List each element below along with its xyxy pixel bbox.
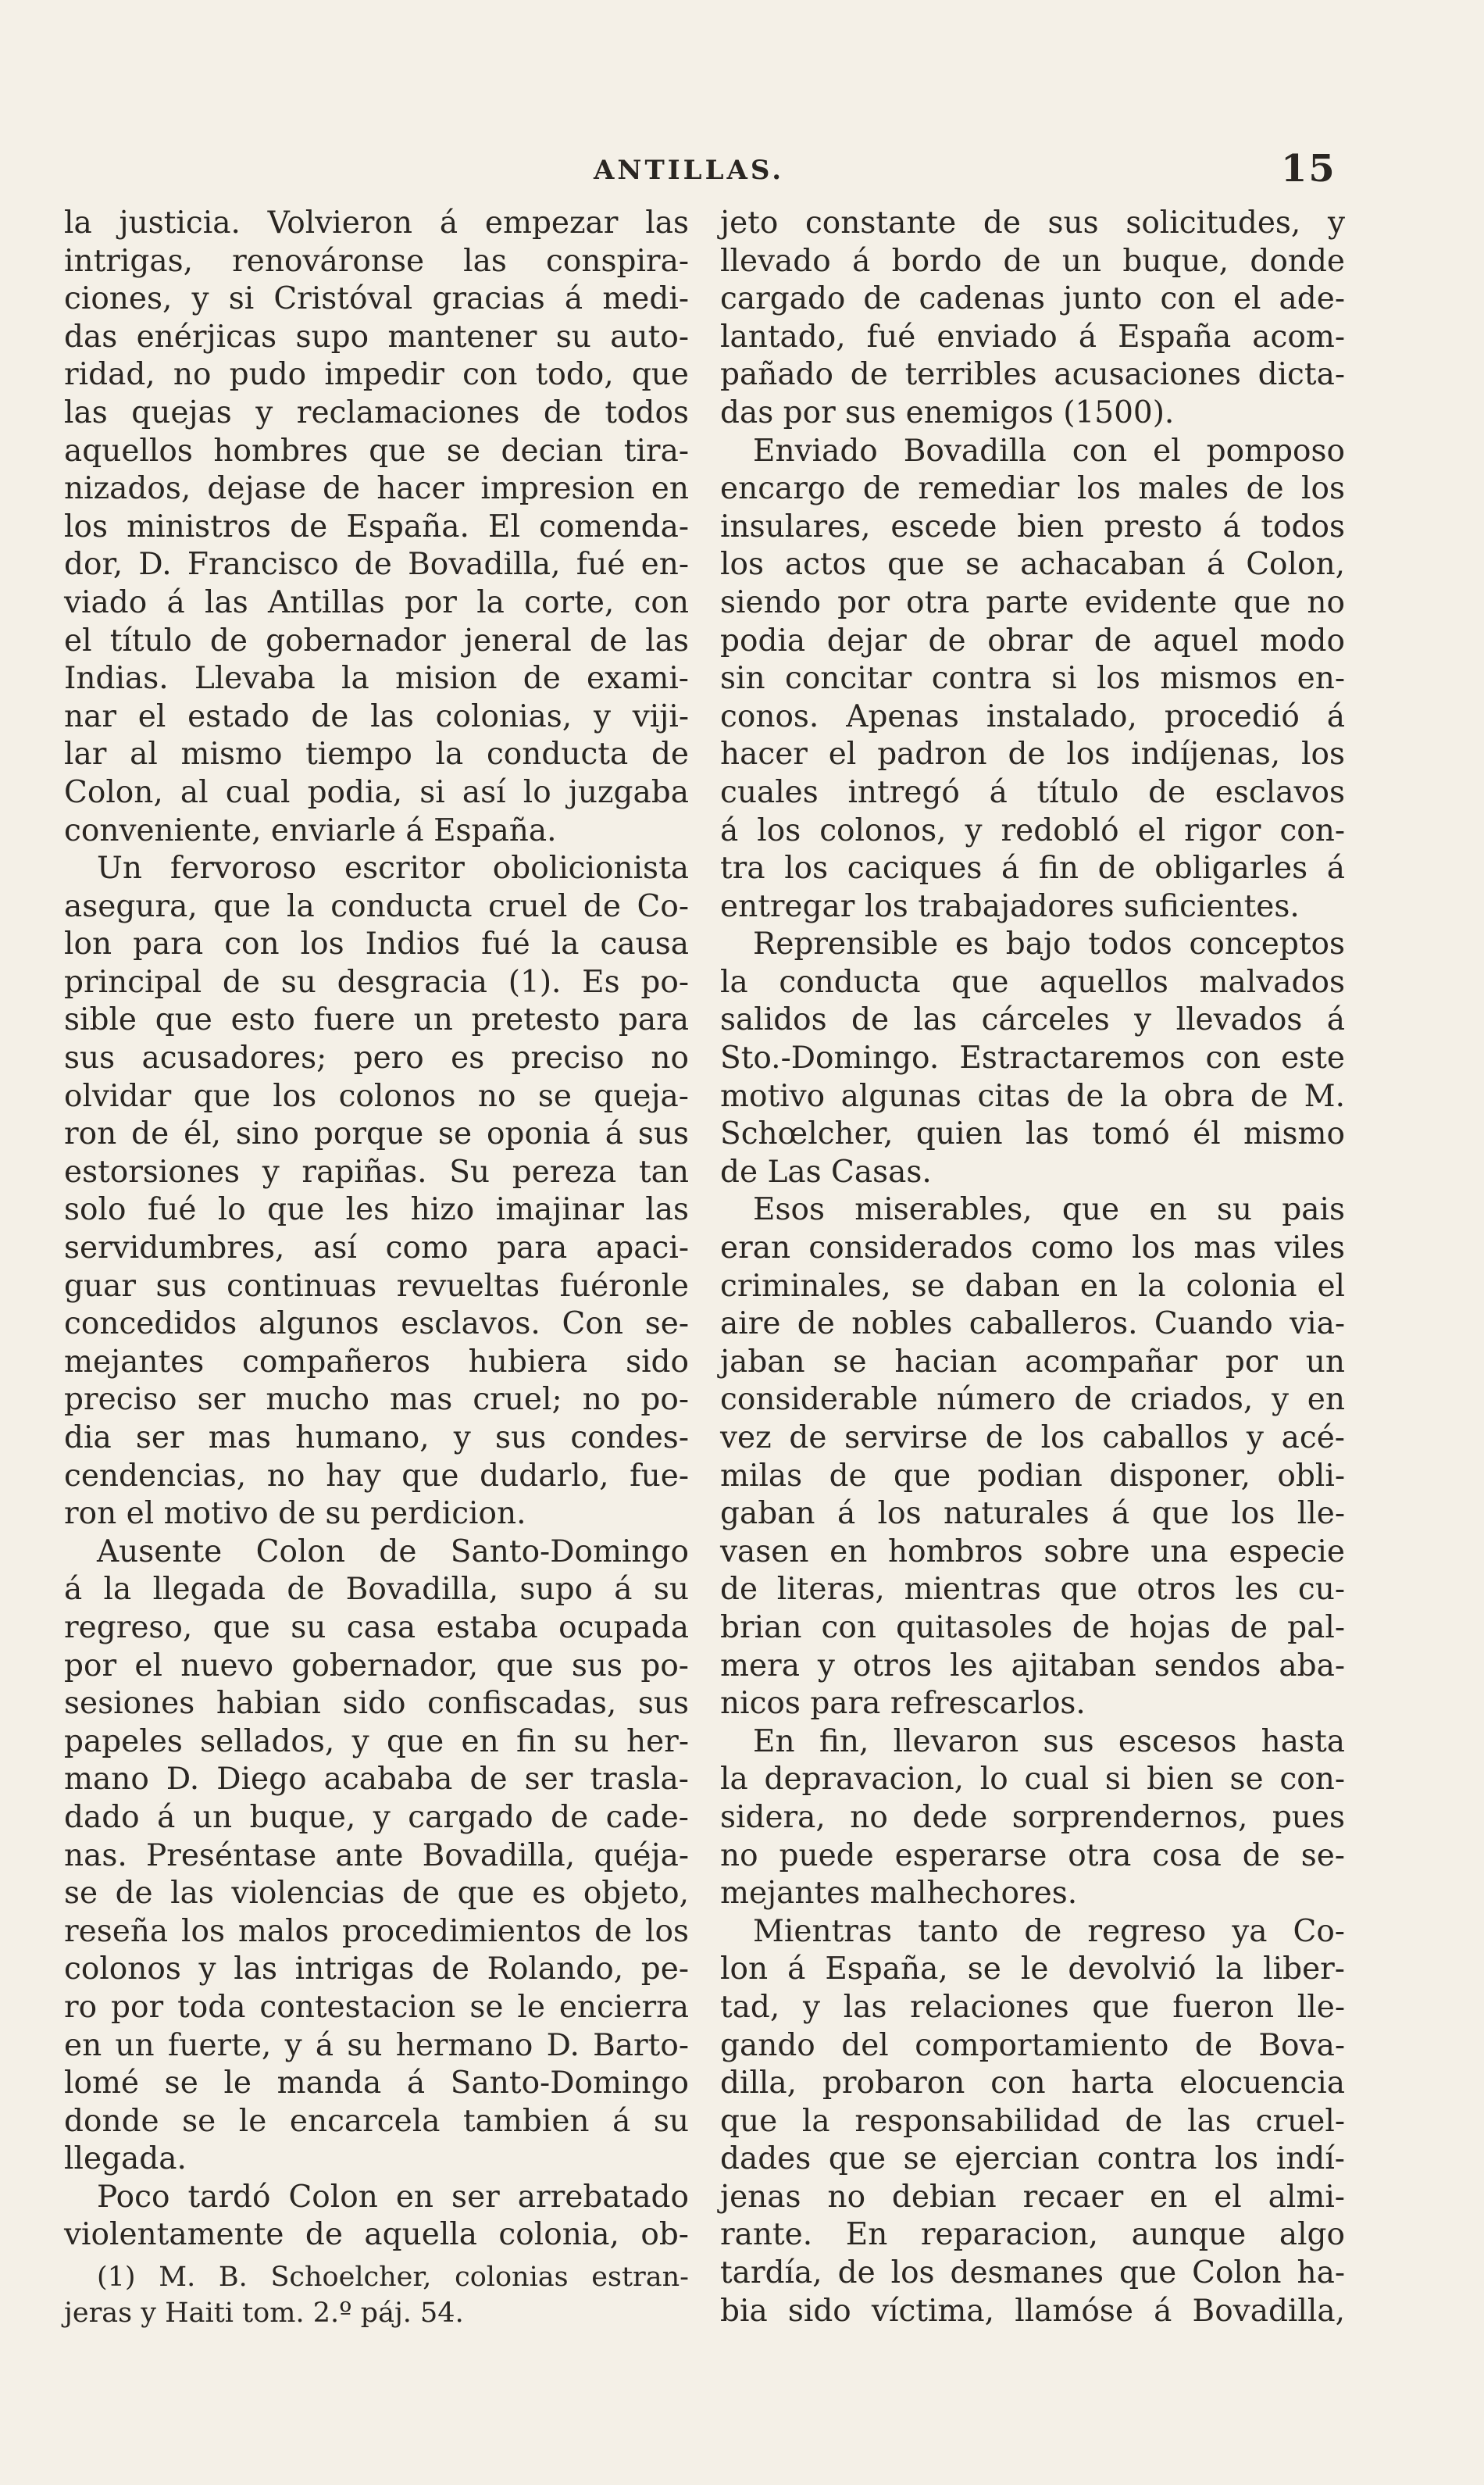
text-line: no puede esperarse otra cosa de se-: [720, 1837, 1345, 1873]
text-line: lantado, fué enviado á España acom-: [720, 319, 1345, 355]
text-line: Poco tardó Colon en ser arrebatado: [97, 2179, 689, 2215]
text-line: lar al mismo tiempo la conducta de: [64, 737, 689, 773]
text-line: brian con quitasoles de hojas de pal-: [720, 1609, 1345, 1645]
text-line: violentamente de aquella colonia, ob-: [64, 2217, 689, 2253]
text-line: llevado á bordo de un buque, donde: [720, 243, 1345, 279]
text-line: sible que esto fuere un pretesto para: [64, 1002, 689, 1038]
text-line: nas. Preséntase ante Bovadilla, quéja-: [64, 1837, 689, 1873]
text-line: solo fué lo que les hizo imajinar las: [64, 1192, 689, 1228]
text-line: mejantes malhechores.: [720, 1876, 1078, 1912]
text-line: las quejas y reclamaciones de todos: [64, 395, 689, 430]
left-column-text: [64, 205, 689, 2255]
text-line: tra los caciques á fin de obligarles á: [720, 851, 1345, 887]
text-line: nizados, dejase de hacer impresion en: [64, 471, 689, 507]
text-line: Sto.-Domingo. Estractaremos con este: [720, 1041, 1345, 1076]
page-number: 15: [1281, 147, 1336, 191]
text-line: das enérjicas supo mantener su auto-: [64, 319, 689, 355]
text-line: reseña los malos procedimientos de los: [64, 1913, 689, 1949]
text-line: jaban se hacian acompañar por un: [720, 1344, 1345, 1380]
text-line: dado á un buque, y cargado de cade-: [64, 1799, 689, 1835]
text-line: estorsiones y rapiñas. Su pereza tan: [64, 1154, 689, 1190]
text-line: salidos de las cárceles y llevados á: [720, 1002, 1345, 1038]
text-line: concedidos algunos esclavos. Con se-: [64, 1306, 689, 1342]
right-column-text: [720, 205, 1345, 2330]
text-line: Indias. Llevaba la mision de exami-: [64, 661, 689, 697]
text-line: guar sus continuas revueltas fuéronle: [64, 1268, 689, 1304]
text-line: la justicia. Volvieron á empezar las: [64, 205, 689, 241]
text-line: mano D. Diego acababa de ser trasla-: [64, 1762, 689, 1798]
text-line: pañado de terribles acusaciones dicta-: [720, 357, 1345, 393]
text-line: cuales intregó á título de esclavos: [720, 774, 1345, 810]
text-line: dor, D. Francisco de Bovadilla, fué en-: [64, 547, 689, 583]
text-line: que la responsabilidad de las cruel-: [720, 2103, 1345, 2139]
text-line: asegura, que la conducta cruel de Co-: [64, 888, 689, 924]
text-line: intrigas, renováronse las conspira-: [64, 243, 689, 279]
text-line: criminales, se daban en la colonia el: [720, 1268, 1345, 1304]
text-line: sin concitar contra si los mismos en-: [720, 661, 1345, 697]
text-line: de literas, mientras que otros les cu-: [720, 1572, 1345, 1608]
text-line: nar el estado de las colonias, y viji-: [64, 698, 689, 734]
text-line: ridad, no pudo impedir con todo, que: [64, 357, 689, 393]
text-line: siendo por otra parte evidente que no: [720, 584, 1345, 620]
text-line: preciso ser mucho mas cruel; no po-: [64, 1382, 689, 1418]
text-line: sidera, no dede sorprendernos, pues: [720, 1799, 1345, 1835]
text-line: á los colonos, y redobló el rigor con-: [720, 812, 1345, 848]
running-head: [0, 147, 1484, 197]
text-line: entregar los trabajadores suficientes.: [720, 888, 1300, 924]
text-line: regreso, que su casa estaba ocupada: [64, 1609, 689, 1645]
footnote-line: jeras y Haiti tom. 2.º páj. 54.: [64, 2298, 464, 2330]
text-line: ron de él, sino porque se oponia á sus: [64, 1116, 689, 1152]
text-line: lon para con los Indios fué la causa: [64, 927, 689, 962]
text-line: rante. En reparacion, aunque algo: [720, 2217, 1345, 2253]
text-line: donde se le encarcela tambien á su: [64, 2103, 689, 2139]
text-line: vez de servirse de los caballos y acé-: [720, 1420, 1345, 1455]
text-line: los actos que se achacaban á Colon,: [720, 547, 1345, 583]
text-line: tardía, de los desmanes que Colon ha-: [720, 2255, 1345, 2291]
text-line: insulares, escede bien presto á todos: [720, 509, 1345, 544]
text-line: podia dejar de obrar de aquel modo: [720, 623, 1345, 659]
text-line: lomé se le manda á Santo-Domingo: [64, 2065, 689, 2101]
text-line: olvidar que los colonos no se queja-: [64, 1078, 689, 1114]
right-column: [720, 205, 1345, 2330]
text-line: ro por toda contestacion se le encierra: [64, 1989, 689, 2025]
text-line: dia ser mas humano, y sus condes-: [64, 1420, 689, 1455]
text-line: dilla, probaron con harta elocuencia: [720, 2065, 1345, 2101]
text-line: sesiones habian sido confiscadas, sus: [64, 1686, 689, 1722]
text-line: Mientras tanto de regreso ya Co-: [753, 1913, 1345, 1949]
text-line: aire de nobles caballeros. Cuando via-: [720, 1306, 1345, 1342]
text-line: conos. Apenas instalado, procedió á: [720, 698, 1345, 734]
text-line: mera y otros les ajitaban sendos aba-: [720, 1648, 1345, 1683]
text-line: principal de su desgracia (1). Es po-: [64, 964, 689, 1000]
text-line: la conducta que aquellos malvados: [720, 964, 1345, 1000]
text-line: sus acusadores; pero es preciso no: [64, 1041, 689, 1076]
text-line: lon á España, se le devolvió la liber-: [720, 1951, 1345, 1987]
text-line: ciones, y si Cristóval gracias á medi-: [64, 281, 689, 317]
text-line: á la llegada de Bovadilla, supo á su: [64, 1572, 689, 1608]
text-line: nicos para refrescarlos.: [720, 1686, 1086, 1722]
text-line: motivo algunas citas de la obra de M.: [720, 1078, 1345, 1114]
text-line: milas de que podian disponer, obli-: [720, 1458, 1345, 1494]
text-line: los ministros de España. El comenda-: [64, 509, 689, 544]
text-line: por el nuevo gobernador, que sus po-: [64, 1648, 689, 1683]
text-line: Esos miserables, que en su pais: [753, 1192, 1345, 1228]
text-line: en un fuerte, y á su hermano D. Barto-: [64, 2027, 689, 2063]
text-line: viado á las Antillas por la corte, con: [64, 584, 689, 620]
text-line: servidumbres, así como para apaci-: [64, 1230, 689, 1266]
text-line: Ausente Colon de Santo-Domingo: [97, 1533, 689, 1569]
text-line: cargado de cadenas junto con el ade-: [720, 281, 1345, 317]
text-line: cendencias, no hay que dudarlo, fue-: [64, 1458, 689, 1494]
text-line: ron el motivo de su perdicion.: [64, 1496, 526, 1532]
text-line: Enviado Bovadilla con el pomposo: [753, 433, 1345, 469]
text-line: colonos y las intrigas de Rolando, pe-: [64, 1951, 689, 1987]
text-line: la depravacion, lo cual si bien se con-: [720, 1762, 1345, 1798]
text-line: gaban á los naturales á que los lle-: [720, 1496, 1345, 1532]
text-line: hacer el padron de los indíjenas, los: [720, 737, 1345, 773]
text-line: das por sus enemigos (1500).: [720, 395, 1175, 430]
text-line: mejantes compañeros hubiera sido: [64, 1344, 689, 1380]
text-line: jeto constante de sus solicitudes, y: [720, 205, 1345, 241]
running-head-title: ANTILLAS.: [594, 155, 785, 186]
text-line: eran considerados como los mas viles: [720, 1230, 1345, 1266]
text-line: dades que se ejercian contra los indí-: [720, 2141, 1345, 2177]
text-line: jenas no debian recaer en el almi-: [720, 2179, 1345, 2215]
text-line: Colon, al cual podia, si así lo juzgaba: [64, 774, 689, 810]
footnote-line: (1) M. B. Schoelcher, colonias estran-: [97, 2262, 689, 2294]
left-column: [64, 205, 689, 2331]
footnote: [64, 2259, 689, 2331]
text-line: vasen en hombros sobre una especie: [720, 1533, 1345, 1569]
text-line: de Las Casas.: [720, 1154, 932, 1190]
text-line: conveniente, enviarle á España.: [64, 812, 557, 848]
text-line: Reprensible es bajo todos conceptos: [753, 927, 1345, 962]
text-line: aquellos hombres que se decian tira-: [64, 433, 689, 469]
text-line: considerable número de criados, y en: [720, 1382, 1345, 1418]
text-line: encargo de remediar los males de los: [720, 471, 1345, 507]
text-line: gando del comportamiento de Bova-: [720, 2027, 1345, 2063]
text-line: el título de gobernador jeneral de las: [64, 623, 689, 659]
text-line: papeles sellados, y que en fin su her-: [64, 1723, 689, 1759]
text-line: tad, y las relaciones que fueron lle-: [720, 1989, 1345, 2025]
text-line: Schœlcher, quien las tomó él mismo: [720, 1116, 1345, 1152]
text-line: bia sido víctima, llamóse á Bovadilla,: [720, 2293, 1345, 2329]
text-line: Un fervoroso escritor obolicionista: [97, 851, 689, 887]
text-line: llegada.: [64, 2141, 187, 2177]
text-line: se de las violencias de que es objeto,: [64, 1876, 689, 1912]
text-line: En fin, llevaron sus escesos hasta: [753, 1723, 1345, 1759]
